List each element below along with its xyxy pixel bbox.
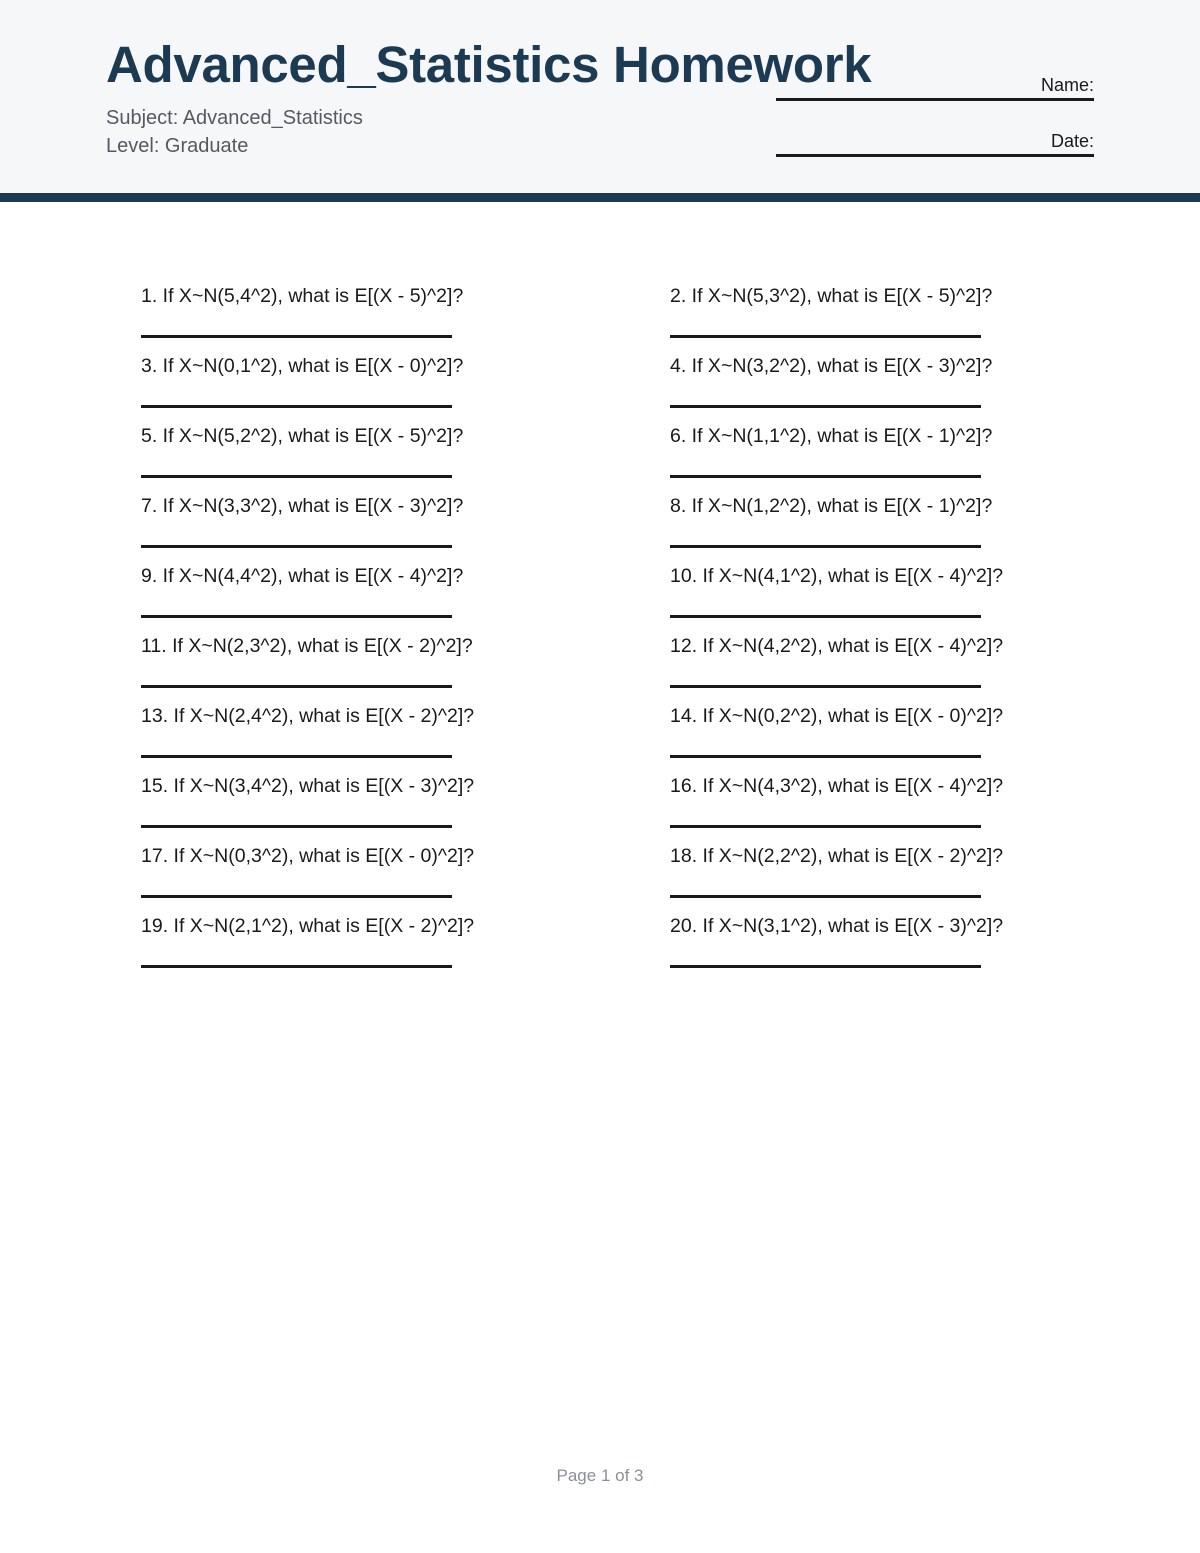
answer-line[interactable] xyxy=(141,615,452,618)
date-field-label: Date: xyxy=(1050,131,1094,151)
question-item xyxy=(670,562,1090,632)
subject-label: Subject: Advanced_Statistics xyxy=(106,107,363,129)
question-text: 9. If X~N(4,4^2), what is E[(X - 4)^2]? xyxy=(141,565,464,587)
date-field[interactable] xyxy=(776,128,1094,157)
question-text: 19. If X~N(2,1^2), what is E[(X - 2)^2]? xyxy=(141,915,475,937)
question-item xyxy=(141,282,561,352)
worksheet-header xyxy=(0,0,1200,193)
question-item xyxy=(670,632,1090,702)
answer-line[interactable] xyxy=(670,405,981,408)
question-item xyxy=(141,492,561,562)
answer-line[interactable] xyxy=(670,755,981,758)
name-field[interactable] xyxy=(776,72,1094,101)
answer-line[interactable] xyxy=(670,965,981,968)
question-text: 8. If X~N(1,2^2), what is E[(X - 1)^2]? xyxy=(670,495,993,517)
question-text: 2. If X~N(5,3^2), what is E[(X - 5)^2]? xyxy=(670,285,993,307)
header-divider xyxy=(0,193,1200,202)
answer-line[interactable] xyxy=(141,685,452,688)
question-item xyxy=(141,842,561,912)
question-item xyxy=(141,562,561,632)
answer-line[interactable] xyxy=(670,475,981,478)
question-text: 3. If X~N(0,1^2), what is E[(X - 0)^2]? xyxy=(141,355,464,377)
question-item xyxy=(141,352,561,422)
question-item xyxy=(670,702,1090,772)
question-text: 12. If X~N(4,2^2), what is E[(X - 4)^2]? xyxy=(670,635,1004,657)
question-text: 5. If X~N(5,2^2), what is E[(X - 5)^2]? xyxy=(141,425,464,447)
question-text: 10. If X~N(4,1^2), what is E[(X - 4)^2]? xyxy=(670,565,1004,587)
question-item xyxy=(670,422,1090,492)
answer-line[interactable] xyxy=(141,895,452,898)
answer-line[interactable] xyxy=(670,685,981,688)
answer-line[interactable] xyxy=(141,405,452,408)
answer-line[interactable] xyxy=(670,615,981,618)
question-text: 15. If X~N(3,4^2), what is E[(X - 3)^2]? xyxy=(141,775,475,797)
answer-line[interactable] xyxy=(141,755,452,758)
question-text: 7. If X~N(3,3^2), what is E[(X - 3)^2]? xyxy=(141,495,464,517)
question-text: 13. If X~N(2,4^2), what is E[(X - 2)^2]? xyxy=(141,705,475,727)
question-item xyxy=(670,842,1090,912)
answer-line[interactable] xyxy=(141,475,452,478)
question-item xyxy=(670,912,1090,982)
answer-line[interactable] xyxy=(141,965,452,968)
answer-line[interactable] xyxy=(670,895,981,898)
question-item xyxy=(670,492,1090,562)
answer-line[interactable] xyxy=(670,335,981,338)
question-text: 6. If X~N(1,1^2), what is E[(X - 1)^2]? xyxy=(670,425,993,447)
answer-line[interactable] xyxy=(670,545,981,548)
name-field-label: Name: xyxy=(1040,75,1094,95)
level-label: Level: Graduate xyxy=(106,135,249,157)
question-item xyxy=(670,282,1090,352)
answer-line[interactable] xyxy=(670,825,981,828)
question-text: 11. If X~N(2,3^2), what is E[(X - 2)^2]? xyxy=(141,635,473,657)
question-item xyxy=(670,352,1090,422)
question-item xyxy=(141,702,561,772)
question-item xyxy=(141,422,561,492)
question-item xyxy=(670,772,1090,842)
answer-line[interactable] xyxy=(141,545,452,548)
question-item xyxy=(141,632,561,702)
question-text: 14. If X~N(0,2^2), what is E[(X - 0)^2]? xyxy=(670,705,1004,727)
question-item xyxy=(141,772,561,842)
question-text: 17. If X~N(0,3^2), what is E[(X - 0)^2]? xyxy=(141,845,475,867)
question-item xyxy=(141,912,561,982)
page-title: Advanced_Statistics Homework xyxy=(106,36,872,93)
question-text: 16. If X~N(4,3^2), what is E[(X - 4)^2]? xyxy=(670,775,1004,797)
question-text: 1. If X~N(5,4^2), what is E[(X - 5)^2]? xyxy=(141,285,464,307)
answer-line[interactable] xyxy=(141,825,452,828)
question-text: 20. If X~N(3,1^2), what is E[(X - 3)^2]? xyxy=(670,915,1004,937)
answer-line[interactable] xyxy=(141,335,452,338)
question-text: 18. If X~N(2,2^2), what is E[(X - 2)^2]? xyxy=(670,845,1004,867)
question-text: 4. If X~N(3,2^2), what is E[(X - 3)^2]? xyxy=(670,355,993,377)
page-number: Page 1 of 3 xyxy=(556,1466,644,1485)
